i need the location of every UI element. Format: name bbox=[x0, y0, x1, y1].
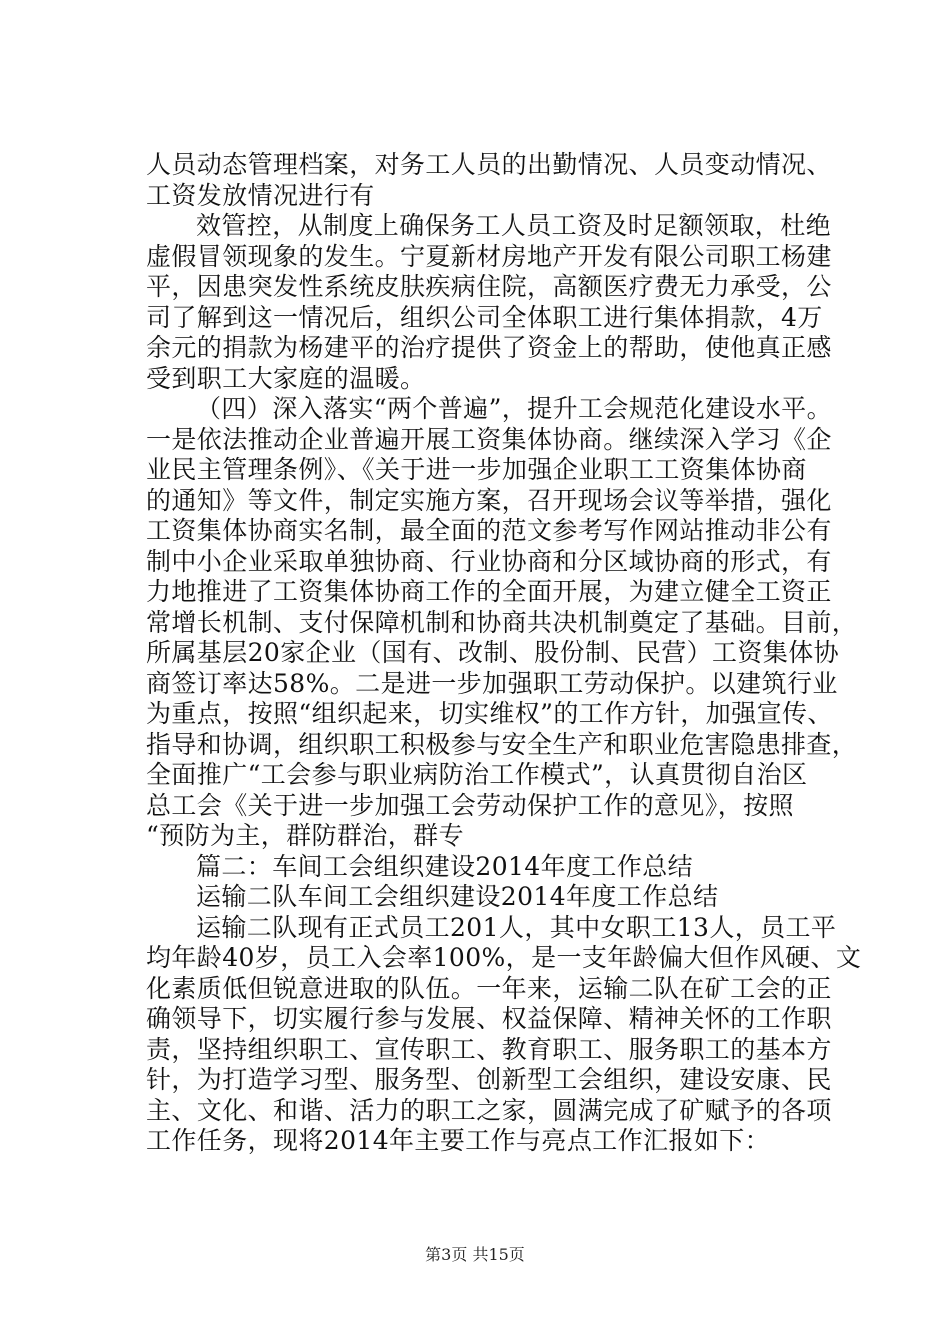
text-line: “预防为主，群防群治，群专 bbox=[146, 821, 464, 850]
text-line: 均年龄40岁，员工入会率100%，是一支年龄偏大但作风硬、文 bbox=[146, 943, 862, 972]
text-line: 常增长机制、支付保障机制和协商共决机制奠定了基础。目前， bbox=[146, 607, 858, 637]
text-line: 虚假冒领现象的发生。宁夏新材房地产开发有限公司职工杨建 bbox=[146, 241, 832, 271]
text-line: 工资集体协商实名制，最全面的范文参考写作网站推动非公有 bbox=[146, 516, 832, 545]
text-line: 平，因患突发性系统皮肤疾病住院，高额医疗费无力承受，公 bbox=[146, 272, 832, 301]
text-line: 司了解到这一情况后，组织公司全体职工进行集体捐款，4万 bbox=[146, 302, 823, 332]
text-line: 制中小企业采取单独协商、行业协商和分区域协商的形式，有 bbox=[146, 546, 832, 576]
text-line: 运输二队车间工会组织建设2014年度工作总结 bbox=[196, 882, 719, 911]
text-line: 总工会《关于进一步加强工会劳动保护工作的意见》，按照 bbox=[146, 790, 794, 820]
page-footer: 第3页 共15页 bbox=[425, 1245, 525, 1264]
text-line: 的通知》等文件，制定实施方案，召开现场会议等举措，强化 bbox=[146, 485, 832, 515]
text-line: 运输二队现有正式员工201人，其中女职工13人，员工平 bbox=[196, 912, 837, 942]
text-line: 商签订率达58%。二是进一步加强职工劳动保护。以建筑行业 bbox=[146, 668, 838, 698]
text-line: 确领导下，切实履行参与发展、权益保障、精神关怀的工作职 bbox=[146, 1004, 832, 1033]
text-line: 业民主管理条例》、《关于进一步加强企业职工工资集体协商 bbox=[146, 455, 807, 484]
text-line: 针，为打造学习型、服务型、创新型工会组织，建设安康、民 bbox=[146, 1065, 832, 1094]
document-body bbox=[146, 150, 862, 1157]
text-line: 余元的捐款为杨建平的治疗提供了资金上的帮助，使他真正感 bbox=[146, 333, 832, 362]
text-line: 力地推进了工资集体协商工作的全面开展，为建立健全工资正 bbox=[146, 577, 832, 606]
text-line: （四）深入落实“两个普遍”，提升工会规范化建设水平。 bbox=[196, 394, 832, 423]
text-line: 工资发放情况进行有 bbox=[146, 180, 375, 210]
text-line: 篇二：车间工会组织建设2014年度工作总结 bbox=[196, 851, 694, 881]
text-line: 所属基层20家企业（国有、改制、股份制、民营）工资集体协 bbox=[146, 638, 840, 667]
text-line: 受到职工大家庭的温暖。 bbox=[146, 363, 426, 393]
text-line: 主、文化、和谐、活力的职工之家，圆满完成了矿赋予的各项 bbox=[146, 1095, 832, 1125]
text-line: 指导和协调，组织职工积极参与安全生产和职业危害隐患排查， bbox=[146, 729, 858, 759]
text-line: 人员动态管理档案，对务工人员的出勤情况、人员变动情况、 bbox=[146, 150, 832, 179]
text-line: 一是依法推动企业普遍开展工资集体协商。继续深入学习《企 bbox=[146, 424, 832, 454]
text-line: 为重点，按照“组织起来，切实维权”的工作方针，加强宣传、 bbox=[146, 699, 833, 728]
text-line: 工作任务，现将2014年主要工作与亮点工作汇报如下： bbox=[146, 1126, 771, 1155]
text-line: 全面推广“工会参与职业病防治工作模式”，认真贯彻自治区 bbox=[146, 760, 808, 789]
text-line: 责，坚持组织职工、宣传职工、教育职工、服务职工的基本方 bbox=[146, 1034, 832, 1064]
text-line: 效管控，从制度上确保务工人员工资及时足额领取，杜绝 bbox=[196, 211, 832, 240]
text-line: 化素质低但锐意进取的队伍。一年来，运输二队在矿工会的正 bbox=[146, 973, 832, 1003]
